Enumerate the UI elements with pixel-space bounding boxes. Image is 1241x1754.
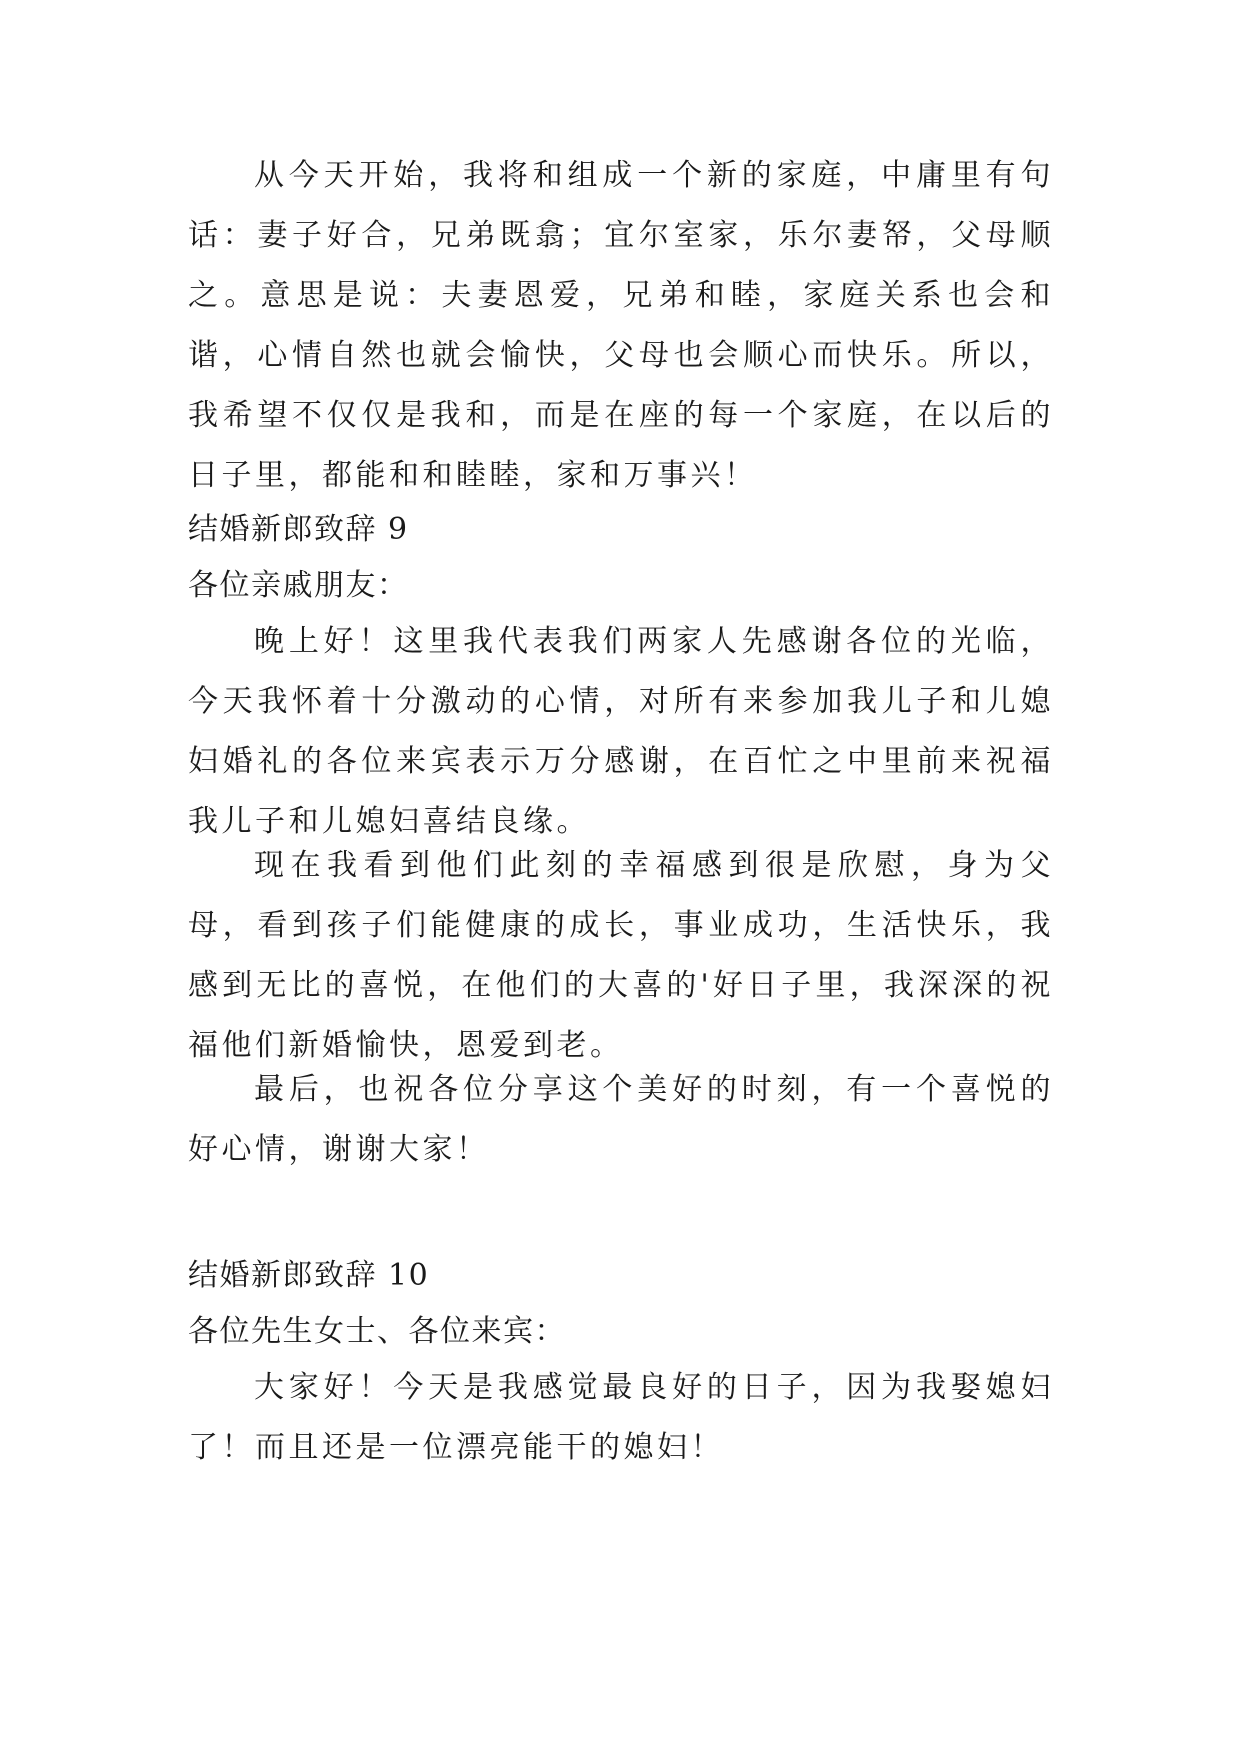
body-paragraph: 从今天开始，我将和组成一个新的家庭，中庸里有句话：妻子好合，兄弟既翕；宜尔室家，乐尔妻帑，父母顺之。意思是说：夫妻恩爱，兄弟和睦，家庭关系也会和谐，心情自然也就会愉快，父母也会顺心而快乐。所以，我希望不仅仅是我和，而是在座的每一个家庭，在以后的日子里，都能和和睦睦，家和万事兴！ <box>188 158 1054 493</box>
body-paragraph: 最后，也祝各位分享这个美好的时刻，有一个喜悦的好心情，谢谢大家！ <box>188 1072 1054 1167</box>
section-title: 结婚新郎致辞 9 <box>188 512 409 547</box>
body-paragraph: 大家好！今天是我感觉最良好的日子，因为我娶媳妇了！而且还是一位漂亮能干的媳妇！ <box>188 1370 1054 1465</box>
section-title: 结婚新郎致辞 10 <box>188 1258 430 1293</box>
salutation: 各位亲戚朋友： <box>188 568 409 603</box>
salutation: 各位先生女士、各位来宾： <box>188 1314 566 1349</box>
body-paragraph: 晚上好！这里我代表我们两家人先感谢各位的光临，今天我怀着十分激动的心情，对所有来参加我儿子和儿媳妇婚礼的各位来宾表示万分感谢，在百忙之中里前来祝福我儿子和儿媳妇喜结良缘。 <box>188 624 1054 839</box>
body-paragraph: 现在我看到他们此刻的幸福感到很是欣慰，身为父母，看到孩子们能健康的成长，事业成功，生活快乐，我感到无比的喜悦，在他们的大喜的'好日子里，我深深的祝福他们新婚愉快，恩爱到老。 <box>188 848 1054 1063</box>
